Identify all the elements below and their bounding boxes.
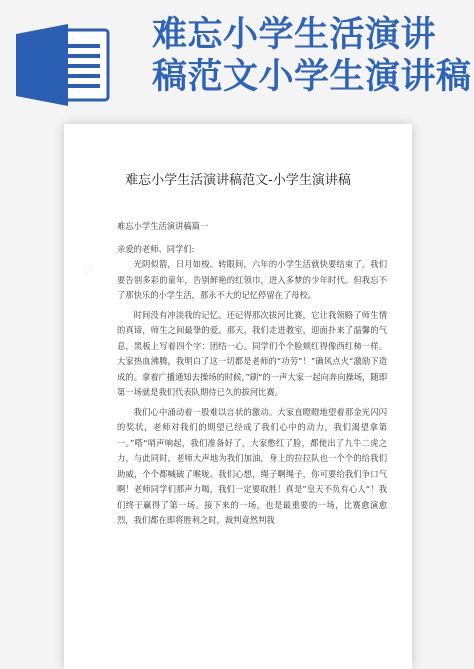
banner-title-line2: 稿范文小学生演讲稿 [152, 57, 472, 97]
document-title: 难忘小学生活演讲稿范文-小学生演讲稿 [125, 173, 351, 188]
word-document-icon [16, 24, 112, 106]
section-heading: 难忘小学生活演讲稿篇一 [117, 221, 209, 231]
document-body [117, 219, 387, 529]
banner-title [152, 14, 472, 98]
word-logo [16, 24, 112, 106]
paragraph-2: 时间没有冲淡我的记忆。还记得那次拔河比赛，它让我领略了师生情的真谛，师生之间最挚的爱。那天，我们走进教室，迎面扑来了温馨的气息，黑板上写着四个字：团结一心。同学们个个脸颊红得像西红柿一样。大家热血沸腾，我明白了这一切都是老师的“功劳”！”确风点火“激励下造成的。拿着广播通知去操场的时候，”刷“的一声大家一起向奔向操场，随即第一场就是我们代表队期待已久的拔河比赛。 [117, 309, 387, 397]
banner-title-line1: 难忘小学生活演讲 [152, 15, 437, 55]
paragraph-1: 光阴似箭，日月如梭。转眼间，六年的小学生活就快要结束了。我们要告别多彩的童年，告别鲜艳的红领巾，进入多梦的少年时代。但我忘不了那快乐的小学生活，那永不大的记忆停留在了母校。 [117, 259, 387, 300]
watermark: ▢ [82, 262, 94, 276]
greeting: 亲爱的老师、同学们: [117, 243, 195, 254]
paragraph-3: 我们心中涌动着一股难以言状的激动。大家直瞪瞪地望着那金光闪闪的奖状，老师对我们的期望已经成了我们心中的动力，我们渴望拿第一。”嗒“哨声响起，我们准备好了，大家憋红了脸，都使出了九牛二虎之力，与此同时，老师大声地为我们加油，身上的拉拉队也一个个的给我们助威，个个都喊破了喉咙。我们心想，绳子啊绳子，你可要给我们争口气啊！老师同学们那声力喝，我们一定要取胜！真是”皇天不负有心人“！我们终于赢得了第一场。接下来的一场，也是最重要的一场，比赛愈演愈烈，我们都在即将胜利之时，裁判竟然判我 [117, 406, 387, 525]
document-page [64, 124, 412, 669]
